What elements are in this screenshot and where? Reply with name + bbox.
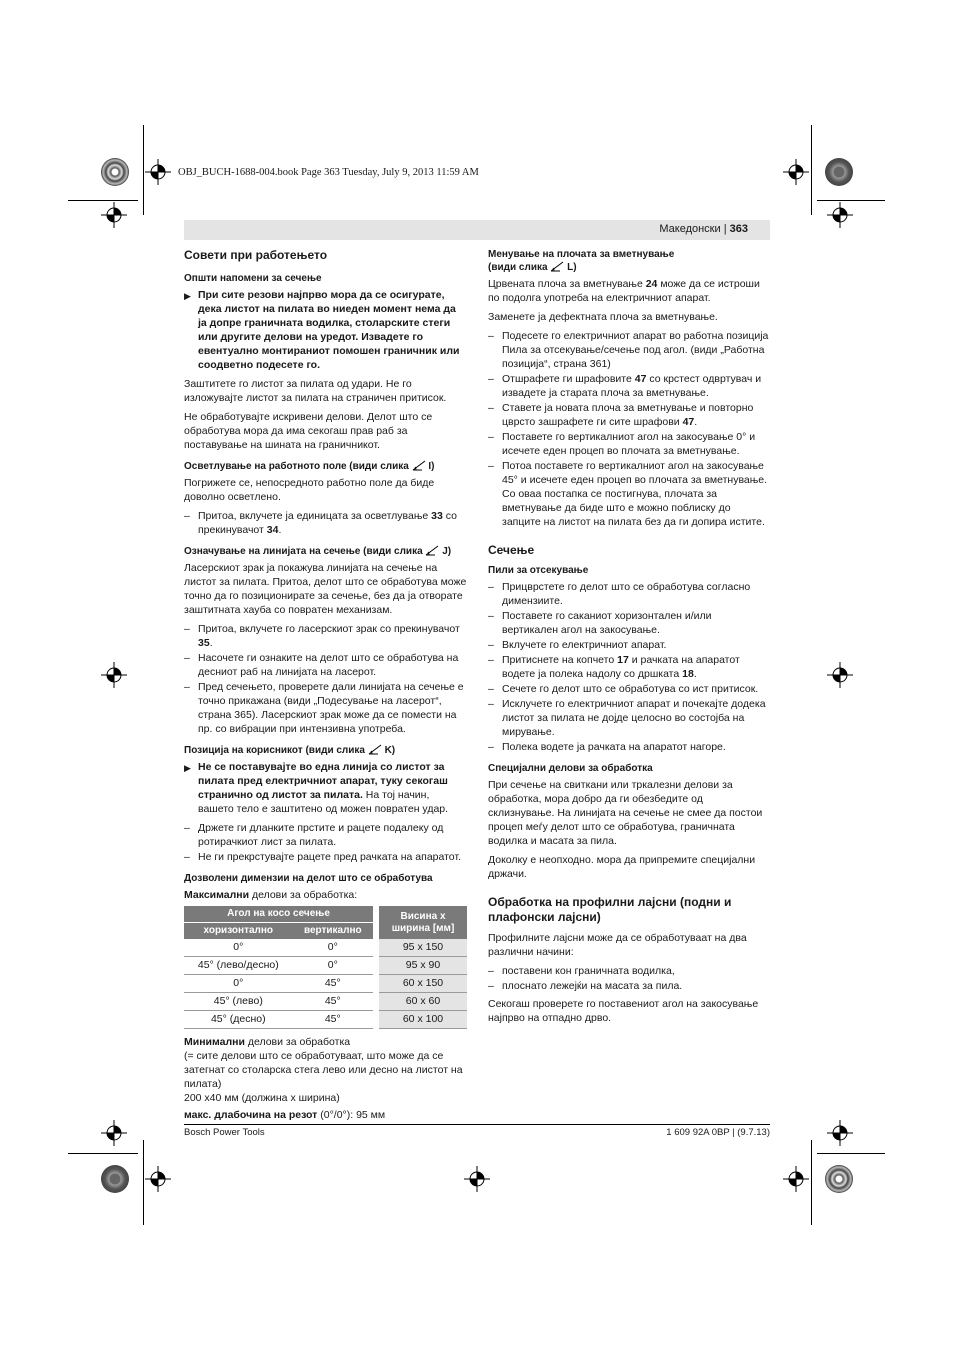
list-item-text: Полека водете ја рачката на апаратот нагоре.: [502, 741, 726, 753]
list-item: [488, 401, 770, 429]
list-item: [184, 509, 467, 537]
print-info-line: OBJ_BUCH-1688-004.book Page 363 Tuesday, July 9, 2013 11:59 AM: [178, 167, 479, 178]
header-language: Македонски: [659, 223, 721, 235]
dash-bullet: –: [488, 654, 494, 666]
crop-mark: [68, 1153, 138, 1154]
ref-number: 47: [682, 416, 695, 428]
ref-number: 34: [266, 524, 279, 536]
list-item-text: поставени кон граничната водилка,: [502, 965, 675, 977]
text: Притоа, вклучете ја единицата за осветлување: [198, 510, 432, 522]
list-item: [488, 580, 770, 608]
warning-text: При сите резови најпрво мора да се осигурате, дека листот на пилата во ниеден момент нема да ја допре граничната водилка, столарските стеги или другите делови на уредот. Извадете го евентуално монтираниот помошен граничник или соодветно подесете го.: [198, 289, 460, 371]
registration-cross-icon: [827, 202, 853, 228]
cell-horizontal: 0°: [184, 975, 293, 993]
list-item-text: [502, 653, 770, 681]
list-item: [488, 653, 770, 681]
ref-number: 24: [645, 278, 658, 290]
list-item-text: Насочете ги ознаките на делот што се обработува на десниот раб на линијата на ласерот.: [198, 652, 459, 678]
left-column: [184, 248, 467, 1127]
cell-vertical: 45°: [293, 975, 376, 993]
th-vertical: вертикално: [293, 923, 376, 940]
registration-cross-icon: [827, 1120, 853, 1146]
marking-title-text: Означување на линијата на сечење (види слика: [184, 546, 423, 557]
list-item: [488, 329, 770, 371]
list-item: [488, 638, 770, 652]
registration-cross-icon: [145, 1166, 171, 1192]
registration-cross-icon: [464, 1166, 490, 1192]
registration-cross-icon: [101, 202, 127, 228]
cell-horizontal: 45° (десно): [184, 1011, 293, 1029]
text: Ставете ја новата плоча за вметнување и повторно цврсто зашрафете ги сите шрафови: [502, 402, 754, 428]
dash-bullet: –: [184, 652, 190, 664]
crop-mark: [68, 200, 138, 201]
text: и рачката на апаратот водете ја полека надолу со дршката: [502, 654, 740, 680]
min-label: [184, 1035, 467, 1049]
list-item-text: плоснато лежејќи на масата за пила.: [502, 980, 683, 992]
paragraph: Профилните лајсни може да се обработуваат на два различни начини:: [488, 932, 747, 958]
list-item: [184, 821, 467, 849]
th-angle: Агол на косо сечење: [184, 906, 376, 923]
table-row: [184, 957, 467, 975]
list-item-text: Подесете го електричниот апарат во работна позиција Пила за отсекување/сечење под агол. (види „Работна позиција“, страна 361): [502, 330, 769, 370]
footer-rule: [184, 1124, 770, 1125]
registration-cross-icon: [145, 159, 171, 185]
paragraph: При сечење на свиткани или тркалезни делови за обработка, мора добро да ги обезбедите од склизнување. На линијата на сечење не смее да постои процеп меѓу делот што се обработува, граничната водилка и масата за пила.: [488, 779, 763, 847]
text: Притоа, вклучете го ласерскиот зрак со прекинувачот: [198, 623, 460, 635]
dash-bullet: –: [488, 610, 494, 622]
cell-size: 60 x 100: [376, 1011, 467, 1029]
list-item: [184, 680, 467, 736]
paragraph: Погрижете се, непосредното работно поле да биде доволно осветлено.: [184, 477, 435, 503]
figure-ref: I): [428, 461, 435, 472]
list-item: [184, 622, 467, 650]
registration-cross-icon: [101, 1120, 127, 1146]
text: делови за обработка:: [249, 889, 358, 901]
dash-bullet: –: [184, 623, 190, 635]
cutting-title: Сечење: [488, 543, 535, 557]
dash-bullet: –: [488, 373, 494, 385]
dash-bullet: –: [488, 965, 494, 977]
cell-size: 60 x 60: [376, 993, 467, 1011]
ref-number: 47: [634, 373, 647, 385]
text: .: [209, 637, 213, 649]
insert-title-text: Менување на плочата за вметнување: [488, 249, 675, 260]
text: делови за обработка: [244, 1036, 351, 1048]
list-item-text: [502, 401, 770, 429]
registration-cross-icon: [783, 1166, 809, 1192]
list-item-text: Потоа поставете го вертикалниот агол на закосување 45° и исечете еден процеп во плочата за вметнување. Со оваа постапка се постигнува, плочата за вметнување да биде што е можно поблиску до запците на листот на пилата без да ги допира истите.: [502, 460, 768, 528]
figure-ref: L): [567, 262, 577, 273]
header-text: Македонски | 363: [659, 223, 748, 235]
text: со крстест одвртувач и извадете ја старата плоча за вметнување.: [502, 373, 762, 399]
depth-bold: макс. длабочина на резот: [184, 1109, 318, 1121]
cell-horizontal: 0°: [184, 939, 293, 957]
triangle-bullet-icon: ▶: [184, 291, 191, 301]
dash-bullet: –: [488, 330, 494, 342]
cell-vertical: 45°: [293, 993, 376, 1011]
paragraph: Доколку е неопходно. мора да припремите специјални држачи.: [488, 854, 756, 880]
list-item-text: Пред сечењето, проверете дали линијата на сечење е точно прикажана (види „Подесување на ласерот“, страна 365). Ласерскиот зрак може да се помести на пр. со вибрации при интензивна употреба.: [198, 681, 464, 735]
dash-bullet: –: [488, 698, 494, 710]
page-header: [184, 220, 770, 240]
paragraph: Ласерскиот зрак ја покажува линијата на сечење на листот за пилата. Притоа, делот што се обработува може точно да го позиционирате за сечење, без да ја отворате заштитната хауба со повратен механизам.: [184, 562, 467, 616]
ref-number: 18: [682, 668, 694, 680]
table-row: [184, 939, 467, 957]
marking-title: [184, 545, 467, 558]
text: може да се истроши по подолга употреба на електричниот апарат.: [488, 278, 760, 304]
text: Отшрафете ги шрафовите: [502, 373, 635, 385]
registration-disc-icon: [101, 1165, 129, 1193]
text: Притиснете на копчето: [502, 654, 618, 666]
insert-title: [488, 248, 770, 274]
ref-number: 17: [617, 654, 629, 666]
dash-bullet: –: [488, 402, 494, 414]
th-horizontal: хоризонтално: [184, 923, 293, 940]
figure-icon: [368, 744, 382, 755]
list-item-text: [502, 372, 770, 400]
text: (0°/0°): 95 мм: [317, 1109, 386, 1121]
table-row: [184, 975, 467, 993]
registration-cross-icon: [783, 159, 809, 185]
min-size: 200 x40 мм (должина x ширина): [184, 1092, 340, 1104]
registration-cross-icon: [827, 662, 853, 688]
dash-bullet: –: [184, 510, 190, 522]
saws-title: Пили за отсекување: [488, 565, 589, 576]
list-item: [488, 740, 770, 754]
cell-vertical: 0°: [293, 957, 376, 975]
dash-bullet: –: [488, 639, 494, 651]
list-item-text: Држете ги дланките прстите и рацете подалеку од ротирачкиот лист за пилата.: [198, 822, 444, 848]
list-item: [184, 651, 467, 679]
cell-vertical: 45°: [293, 1011, 376, 1029]
text: Црвената плоча за вметнување: [488, 278, 646, 290]
figure-icon: [550, 261, 564, 272]
list-item: [488, 964, 770, 978]
light-title-text: Осветлување на работното поле (види слика: [184, 461, 409, 472]
page-number: 363: [729, 223, 748, 235]
paragraph: Не обработувајте искривени делови. Делот што се обработува мора да има секогаш прав раб за поставување на шината на граничникот.: [184, 411, 433, 451]
footer-doc-number: 1 609 92A 0BP | (9.7.13): [666, 1127, 770, 1138]
dash-bullet: –: [488, 460, 494, 472]
position-title-text: Позиција на корисникот (види слика: [184, 745, 365, 756]
crop-mark: [143, 125, 144, 215]
list-item: [488, 430, 770, 458]
warning-bold: Не се поставувајте во една линија со листот за пилата пред електричниот апарат, туку секогаш странично од листот за пилата.: [198, 761, 448, 801]
text: со прекинувачот: [198, 510, 457, 536]
min-bold: Минимални: [184, 1036, 245, 1048]
figure-ref: J): [442, 546, 452, 557]
text: .: [693, 668, 697, 680]
cell-horizontal: 45° (лево/десно): [184, 957, 293, 975]
special-title: Специјални делови за обработка: [488, 763, 653, 774]
general-title: Општи напомени за сечење: [184, 273, 322, 284]
dash-bullet: –: [184, 822, 190, 834]
list-item: [488, 609, 770, 637]
list-item-text: Сечете го делот што се обработува со ист притисок.: [502, 683, 759, 695]
dash-bullet: –: [488, 741, 494, 753]
registration-disc-icon: [101, 158, 129, 186]
list-item: [488, 682, 770, 696]
dash-bullet: –: [488, 431, 494, 443]
list-item: [488, 459, 770, 529]
cell-size: 60 x 150: [376, 975, 467, 993]
list-item-text: [198, 509, 467, 537]
list-item-text: [198, 622, 467, 650]
dims-title: Дозволени димензии на делот што се обработува: [184, 873, 433, 884]
cell-size: 95 x 150: [376, 939, 467, 957]
profiles-title: Обработка на профилни лајсни (подни и плафонски лајсни): [488, 895, 732, 924]
paragraph: Заштитете го листот за пилата од удари. Не го изложувајте листот за пилата на страничен притисок.: [184, 378, 447, 404]
depth-line: [184, 1108, 467, 1122]
dash-bullet: –: [488, 581, 494, 593]
ref-number: 33: [431, 510, 443, 522]
list-item: [488, 979, 770, 993]
crop-mark: [811, 1140, 812, 1225]
list-item-text: Поставете го саканиот хоризонтален и/или вертикален агол на закосување.: [502, 610, 712, 636]
crop-mark: [811, 125, 812, 215]
max-bold: Максимални: [184, 889, 250, 901]
text: .: [694, 416, 698, 428]
text: На тој начин, вашето тело е заштитено од можен повратен удар.: [198, 789, 449, 815]
dash-bullet: –: [488, 980, 494, 992]
dash-bullet: –: [184, 851, 190, 863]
crop-mark: [817, 200, 885, 201]
list-item: [184, 850, 467, 864]
list-item: [488, 697, 770, 739]
dimensions-table: [184, 906, 467, 1029]
cell-horizontal: 45° (лево): [184, 993, 293, 1011]
insert-title-text: (види слика: [488, 262, 548, 273]
footer-brand: Bosch Power Tools: [184, 1127, 265, 1138]
list-item: [488, 372, 770, 400]
table-row: [184, 1011, 467, 1029]
position-title: [184, 744, 467, 757]
list-item-text: Вклучете го електричниот апарат.: [502, 639, 667, 651]
paragraph: [488, 277, 770, 305]
right-column: [488, 248, 770, 1030]
list-item-text: Не ги прекрстувајте рацете пред рачката на апаратот.: [198, 851, 461, 863]
list-item-text: Поставете го вертикалниот агол на закосување 0° и исечете еден процеп во плочата за вметнување.: [502, 431, 756, 457]
table-row: [184, 993, 467, 1011]
registration-cross-icon: [101, 662, 127, 688]
min-note: (= сите делови што се обработуваат, што може да се затегнат со столарска стега лево или десно на листот на пилата): [184, 1050, 463, 1090]
ref-number: 35: [198, 637, 210, 649]
figure-icon: [425, 545, 439, 556]
max-label: [184, 888, 467, 902]
crop-mark: [817, 1153, 885, 1154]
figure-icon: [412, 460, 426, 471]
th-size: Висина x ширина [мм]: [376, 906, 467, 939]
warning-item: [184, 288, 467, 372]
warning-text: [198, 760, 467, 816]
paragraph: Заменете ја дефектната плоча за вметнување.: [488, 311, 718, 323]
text: .: [278, 524, 282, 536]
crop-mark: [143, 1140, 144, 1225]
triangle-bullet-icon: ▶: [184, 763, 191, 773]
list-item-text: Прицврстете го делот што се обработува согласно димензиите.: [502, 581, 751, 607]
list-item-text: Исклучете го електричниот апарат и почекајте додека листот за пилата не дојде целосно во состојба на мирување.: [502, 698, 766, 738]
dash-bullet: –: [488, 683, 494, 695]
figure-ref: K): [384, 745, 396, 756]
dash-bullet: –: [184, 681, 190, 693]
cell-vertical: 0°: [293, 939, 376, 957]
light-title: [184, 460, 467, 473]
warning-item: [184, 760, 467, 816]
registration-disc-icon: [825, 1165, 853, 1193]
section-title: Совети при работењето: [184, 248, 328, 262]
paragraph: Секогаш проверете го поставениот агол на закосување најпрво на отпадно дрво.: [488, 998, 759, 1024]
registration-disc-icon: [825, 158, 853, 186]
cell-size: 95 x 90: [376, 957, 467, 975]
